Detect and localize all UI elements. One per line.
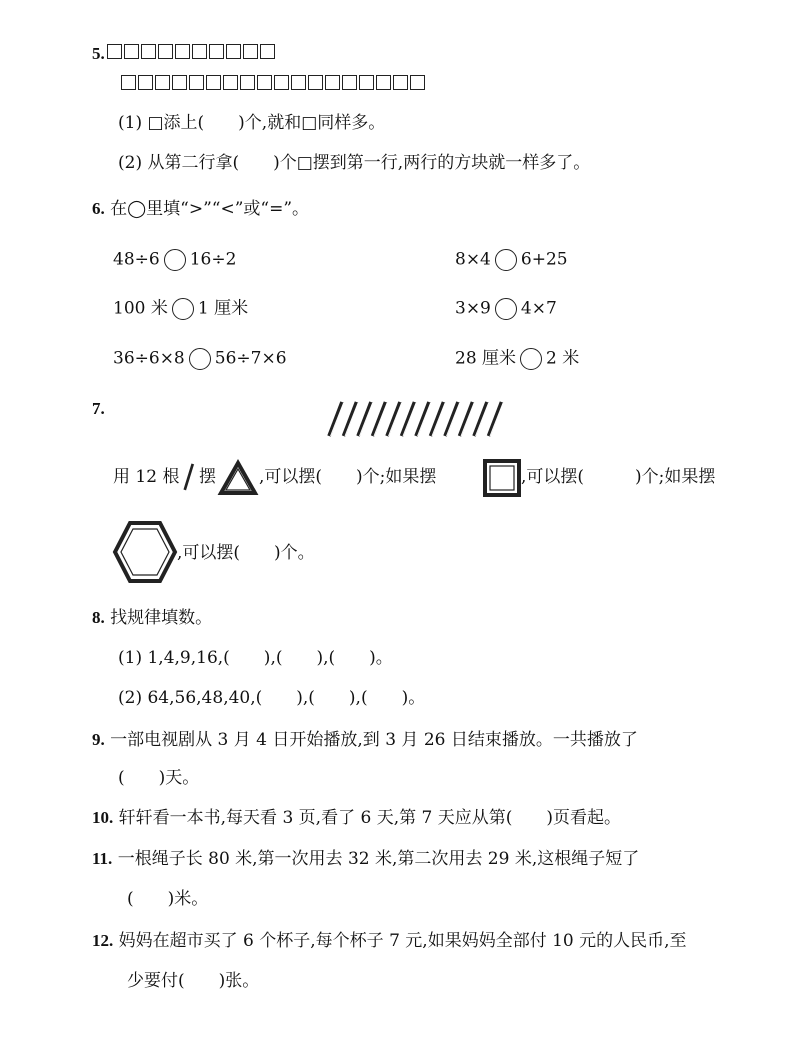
q9-line1-wrap	[92, 730, 638, 750]
q6-item-2-left: 8×4	[455, 249, 491, 270]
square-block	[189, 75, 204, 90]
q11-line1: 一根绳子长 80 米,第一次用去 32 米,第二次用去 29 米,这根绳子短了	[117, 849, 640, 869]
q6-item-3-right: 1 厘米	[197, 298, 249, 319]
q5-square-row-1	[107, 44, 275, 59]
stick	[387, 402, 402, 436]
stick	[445, 402, 460, 436]
q5-square-row-2	[121, 75, 425, 90]
q6-item-2	[455, 249, 568, 271]
q5-sub2: (2) 从第二行拿( )个□摆到第一行,两行的方块就一样多了。	[118, 153, 591, 173]
q7-line1-b: 摆	[199, 467, 216, 487]
q9-line1: 一部电视剧从 3 月 4 日开始播放,到 3 月 26 日结束播放。一共播放了	[110, 730, 638, 750]
square-block	[226, 44, 241, 59]
square-block	[155, 75, 170, 90]
q8-prompt-line	[92, 608, 212, 628]
q6-prompt-line	[92, 199, 309, 219]
q7-line1-d: ,可以摆( )个;如果摆	[521, 467, 716, 487]
q8-number: 8.	[92, 608, 105, 627]
stick	[460, 402, 475, 436]
q12-line1-wrap	[92, 931, 687, 951]
square-block	[192, 44, 207, 59]
stick	[344, 402, 359, 436]
square-block	[206, 75, 221, 90]
stick	[329, 402, 344, 436]
q6-number: 6.	[92, 199, 105, 218]
q8-prompt: 找规律填数。	[110, 608, 213, 628]
q12-line1: 妈妈在超市买了 6 个杯子,每个杯子 7 元,如果妈妈全部付 10 元的人民币,至	[118, 931, 687, 951]
q10-wrap	[92, 808, 621, 828]
sticks-illustration	[326, 400, 510, 440]
q7-line2: ,可以摆( )个。	[177, 543, 315, 563]
stick	[474, 402, 489, 436]
square-block	[124, 44, 139, 59]
single-stick-icon	[182, 462, 196, 492]
stick	[489, 402, 504, 436]
q10-number: 10.	[92, 808, 114, 827]
q11-line1-wrap	[92, 849, 639, 869]
q7-line1-c: ,可以摆( )个;如果摆	[259, 467, 437, 487]
square-block	[175, 44, 190, 59]
q6-item-5	[113, 348, 287, 370]
square-block	[376, 75, 391, 90]
stick	[416, 402, 431, 436]
stick	[402, 402, 417, 436]
triangle-icon	[218, 460, 258, 496]
square-block	[240, 75, 255, 90]
q12-number: 12.	[92, 931, 114, 950]
square-block	[393, 75, 408, 90]
q6-item-2-right: 6+25	[520, 249, 568, 270]
square-block	[260, 44, 275, 59]
square-block	[274, 75, 289, 90]
q6-prompt: 在◯里填“>”“<”或“=”。	[110, 199, 310, 219]
q6-item-1-left: 48÷6	[113, 249, 160, 270]
square-block	[308, 75, 323, 90]
square-block	[223, 75, 238, 90]
q6-item-5-left: 36÷6×8	[113, 348, 185, 369]
square-block	[342, 75, 357, 90]
q8-sub2: (2) 64,56,48,40,( ),( ),( )。	[118, 688, 426, 708]
stick	[373, 402, 388, 436]
q7-number: 7.	[92, 399, 105, 418]
square-block	[107, 44, 122, 59]
q6-item-1	[113, 249, 236, 271]
square-block	[138, 75, 153, 90]
answer-circle[interactable]	[189, 348, 211, 370]
square-block	[158, 44, 173, 59]
q6-item-3	[113, 298, 248, 320]
square-block	[121, 75, 136, 90]
q6-item-6	[455, 348, 579, 370]
q6-item-4-right: 4×7	[520, 298, 557, 319]
q11-number: 11.	[92, 849, 113, 868]
q6-item-5-right: 56÷7×6	[214, 348, 287, 369]
q6-item-4	[455, 298, 557, 320]
square-block	[410, 75, 425, 90]
q6-item-1-right: 16÷2	[189, 249, 237, 270]
q5-sub1: (1) □添上( )个,就和□同样多。	[118, 113, 386, 133]
stick	[431, 402, 446, 436]
q8-sub1: (1) 1,4,9,16,( ),( ),( )。	[118, 648, 393, 668]
square-block	[359, 75, 374, 90]
square-block	[325, 75, 340, 90]
q6-item-3-left: 100 米	[113, 298, 168, 319]
q6-item-4-left: 3×9	[455, 298, 491, 319]
square-block	[291, 75, 306, 90]
answer-circle[interactable]	[495, 249, 517, 271]
hexagon-icon	[113, 520, 177, 584]
q11-line2: ( )米。	[127, 889, 209, 909]
square-block	[257, 75, 272, 90]
answer-circle[interactable]	[520, 348, 542, 370]
answer-circle[interactable]	[495, 298, 517, 320]
square-block	[209, 44, 224, 59]
stick	[358, 402, 373, 436]
answer-circle[interactable]	[164, 249, 186, 271]
q9-number: 9.	[92, 730, 105, 749]
square-icon	[483, 459, 521, 497]
answer-circle[interactable]	[172, 298, 194, 320]
square-block	[172, 75, 187, 90]
q9-line2: ( )天。	[118, 768, 200, 788]
square-block	[141, 44, 156, 59]
q6-item-6-left: 28 厘米	[455, 348, 517, 369]
q5-number: 5.	[92, 44, 105, 63]
q12-line2: 少要付( )张。	[127, 971, 260, 991]
square-block	[243, 44, 258, 59]
q6-item-6-right: 2 米	[546, 348, 580, 369]
q10-text: 轩轩看一本书,每天看 3 页,看了 6 天,第 7 天应从第( )页看起。	[118, 808, 622, 828]
q7-line1-a: 用 12 根	[113, 467, 180, 487]
